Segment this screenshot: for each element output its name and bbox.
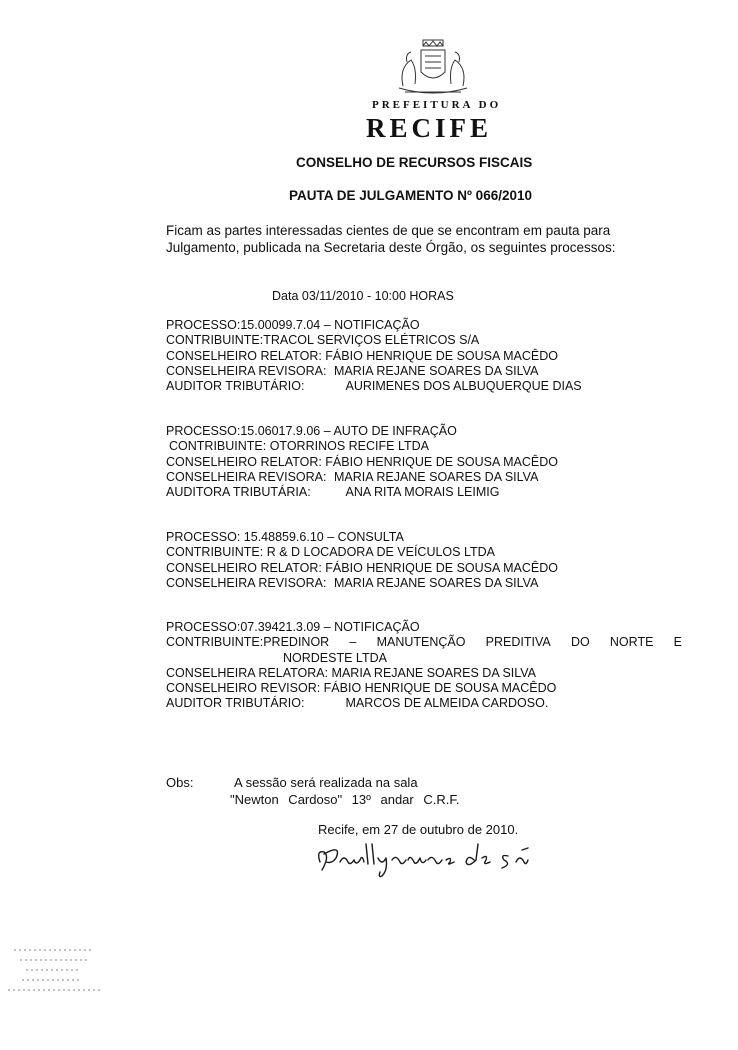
contribuinte-word: – bbox=[349, 635, 357, 650]
relatora-line: CONSELHEIRA RELATORA: MARIA REJANE SOARES DA SILVA bbox=[166, 665, 537, 680]
auditor-label: AUDITORA TRIBUTÁRIA: bbox=[166, 485, 311, 500]
faded-stamp bbox=[6, 944, 106, 1004]
auditor-name: MARCOS DE ALMEIDA CARDOSO. bbox=[345, 696, 549, 711]
contribuinte-line: CONTRIBUINTE: R & D LOCADORA DE VEÍCULOS LTDA bbox=[166, 545, 495, 560]
process-block-3 bbox=[166, 530, 696, 591]
handwritten-signature bbox=[312, 840, 542, 880]
auditor-line bbox=[166, 485, 696, 500]
contribuinte-line bbox=[166, 635, 682, 650]
relator-line: CONSELHEIRO RELATOR: FÁBIO HENRIQUE DE SOUSA MACÊDO bbox=[166, 560, 558, 575]
processo-line: PROCESSO: 15.48859.6.10 – CONSULTA bbox=[166, 530, 404, 544]
auditor-line bbox=[166, 696, 696, 711]
intro-paragraph bbox=[166, 222, 666, 256]
intro-line-2: Julgamento, publicada na Secretaria deste Órgão, os seguintes processos: bbox=[166, 240, 616, 255]
auditor-name: ANA RITA MORAIS LEIMIG bbox=[345, 485, 500, 500]
revisor-line: CONSELHEIRO REVISOR: FÁBIO HENRIQUE DE SOUSA MACÊDO bbox=[166, 681, 557, 696]
process-block-2 bbox=[166, 424, 696, 500]
contribuinte-word: MANUTENÇÃO bbox=[376, 635, 466, 650]
council-title: CONSELHO DE RECURSOS FISCAIS bbox=[296, 155, 533, 170]
contribuinte-line: CONTRIBUINTE: OTORRINOS RECIFE LTDA bbox=[169, 439, 429, 454]
city-name: RECIFE bbox=[366, 113, 493, 143]
process-block-1 bbox=[166, 318, 696, 394]
revisora-name: MARIA REJANE SOARES DA SILVA bbox=[333, 469, 539, 484]
auditor-label: AUDITOR TRIBUTÁRIO: bbox=[166, 379, 305, 394]
contribuinte-word: NORTE bbox=[609, 635, 654, 650]
process-block-4 bbox=[166, 620, 696, 712]
relator-line: CONSELHEIRO RELATOR: FÁBIO HENRIQUE DE SOUSA MACÊDO bbox=[166, 348, 558, 363]
revisora-line bbox=[166, 364, 696, 379]
contribuinte-word: CONTRIBUINTE:PREDINOR bbox=[166, 635, 330, 650]
processo-line: PROCESSO:07.39421.3.09 – NOTIFICAÇÃO bbox=[166, 620, 420, 634]
place-and-date: Recife, em 27 de outubro de 2010. bbox=[318, 822, 519, 837]
revisora-label: CONSELHEIRA REVISORA: bbox=[166, 469, 327, 484]
auditor-line bbox=[166, 379, 696, 394]
auditor-label: AUDITOR TRIBUTÁRIO: bbox=[166, 696, 305, 711]
pauta-title: PAUTA DE JULGAMENTO Nº 066/2010 bbox=[289, 188, 532, 203]
auditor-name: AURIMENES DOS ALBUQUERQUE DIAS bbox=[345, 379, 582, 394]
revisora-line bbox=[166, 470, 696, 485]
processo-line: PROCESSO:15.06017.9.06 – AUTO DE INFRAÇÃO bbox=[166, 424, 457, 438]
intro-line-1: Ficam as partes interessadas cientes de que se encontram em pauta para bbox=[166, 223, 611, 238]
relator-line: CONSELHEIRO RELATOR: FÁBIO HENRIQUE DE SOUSA MACÊDO bbox=[166, 454, 558, 469]
coat-of-arms-icon bbox=[393, 38, 473, 98]
processo-line: PROCESSO:15.00099.7.04 – NOTIFICAÇÃO bbox=[166, 318, 420, 332]
contribuinte-word: E bbox=[673, 635, 682, 650]
revisora-name: MARIA REJANE SOARES DA SILVA bbox=[333, 363, 539, 378]
session-date: Data 03/11/2010 - 10:00 HORAS bbox=[272, 289, 454, 303]
obs-line-2: "Newton Cardoso" 13º andar C.R.F. bbox=[230, 792, 460, 807]
revisora-label: CONSELHEIRA REVISORA: bbox=[166, 575, 327, 590]
revisora-name: MARIA REJANE SOARES DA SILVA bbox=[333, 575, 539, 590]
contribuinte-word: PREDITIVA bbox=[485, 635, 551, 650]
contribuinte-continuation: NORDESTE LTDA bbox=[283, 650, 387, 665]
contribuinte-line: CONTRIBUINTE:TRACOL SERVIÇOS ELÉTRICOS S/A bbox=[166, 333, 480, 348]
obs-line-1: A sessão será realizada na sala bbox=[234, 775, 418, 790]
revisora-line bbox=[166, 576, 696, 591]
contribuinte-word: DO bbox=[570, 635, 590, 650]
revisora-label: CONSELHEIRA REVISORA: bbox=[166, 363, 327, 378]
prefeitura-label: PREFEITURA DO bbox=[372, 99, 502, 111]
obs-label: Obs: bbox=[166, 775, 194, 790]
